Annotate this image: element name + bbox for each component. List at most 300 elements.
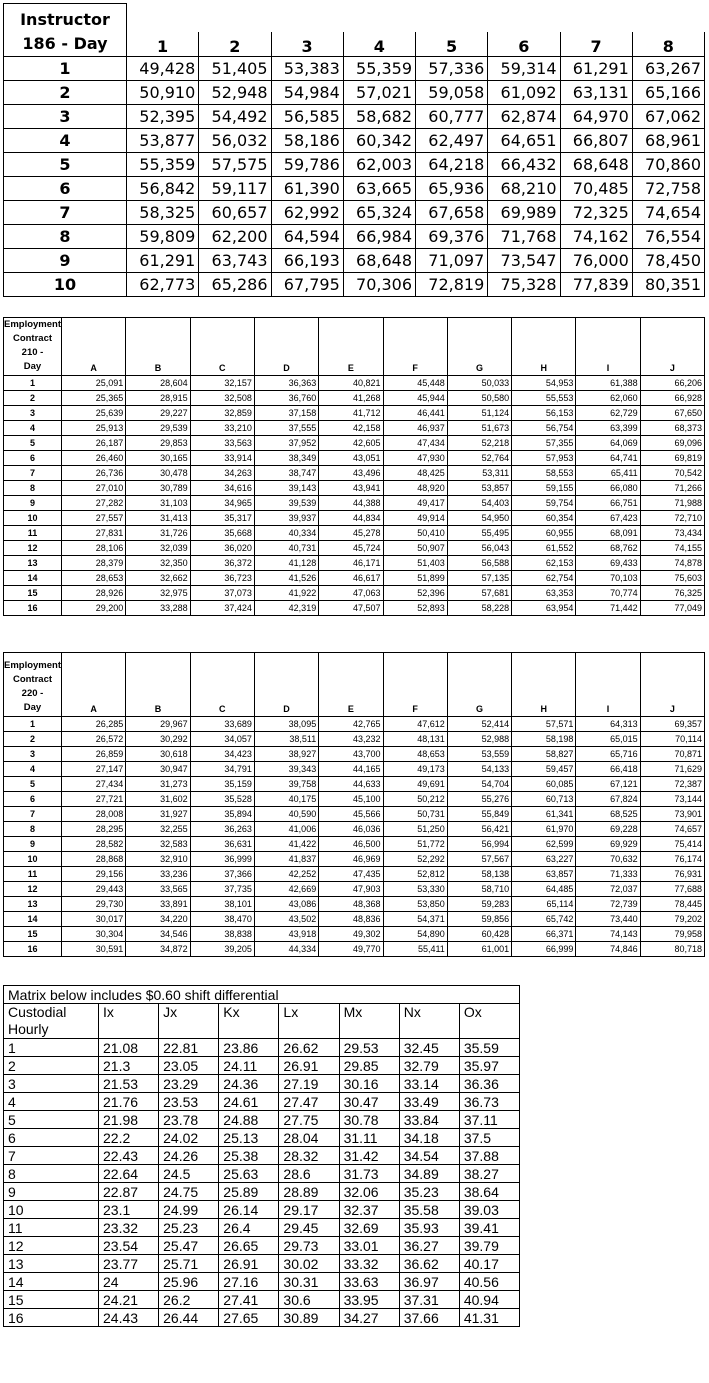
table-row	[4, 1093, 520, 1111]
salary-cell: 31,602	[126, 792, 190, 807]
salary-cell: 29,539	[126, 421, 190, 436]
row-step-label: 10	[4, 1201, 99, 1219]
contract-column-header: I	[576, 318, 640, 376]
salary-cell: 34,423	[190, 747, 254, 762]
instructor-column-header: 3	[271, 32, 343, 56]
contract-210-title-line3: Day	[23, 361, 42, 372]
hourly-rate-cell: 23.05	[159, 1057, 219, 1075]
table-row	[4, 481, 705, 496]
hourly-rate-cell: 27.41	[219, 1291, 279, 1309]
contract-column-header: D	[254, 653, 318, 717]
hourly-rate-cell: 24	[99, 1273, 159, 1291]
row-step-label: 5	[4, 777, 62, 792]
salary-cell: 61,552	[512, 541, 576, 556]
contract-column-header: H	[512, 318, 576, 376]
salary-cell: 58,325	[127, 201, 199, 225]
instructor-column-header: 4	[343, 32, 415, 56]
salary-cell: 41,268	[319, 391, 383, 406]
salary-cell: 73,144	[640, 792, 704, 807]
row-step-label: 10	[4, 852, 62, 867]
row-step-label: 13	[4, 897, 62, 912]
salary-cell: 53,850	[383, 897, 447, 912]
hourly-rate-cell: 30.16	[339, 1075, 399, 1093]
contract-column-header: C	[190, 653, 254, 717]
hourly-rate-cell: 33.14	[399, 1075, 459, 1093]
salary-cell: 80,718	[640, 942, 704, 957]
table-row	[4, 1129, 520, 1147]
salary-cell: 57,135	[447, 571, 511, 586]
salary-cell: 48,425	[383, 466, 447, 481]
hourly-rate-cell: 36.62	[399, 1255, 459, 1273]
salary-cell: 47,507	[319, 601, 383, 616]
salary-cell: 35,528	[190, 792, 254, 807]
salary-cell: 45,944	[383, 391, 447, 406]
salary-cell: 46,969	[319, 852, 383, 867]
hourly-rate-cell: 24.02	[159, 1129, 219, 1147]
salary-cell: 25,913	[62, 421, 126, 436]
hourly-rate-cell: 36.27	[399, 1237, 459, 1255]
salary-cell: 49,302	[319, 927, 383, 942]
salary-cell: 38,927	[254, 747, 318, 762]
instructor-column-header: 5	[416, 32, 488, 56]
salary-cell: 58,553	[512, 466, 576, 481]
hourly-rate-cell: 27.75	[279, 1111, 339, 1129]
row-step-label: 8	[4, 225, 127, 249]
salary-cell: 68,210	[488, 177, 560, 201]
salary-cell: 72,819	[416, 273, 488, 297]
hourly-rate-cell: 31.73	[339, 1165, 399, 1183]
instructor-salary-table	[3, 3, 705, 297]
instructor-table-title	[4, 4, 127, 57]
contract-column-header: E	[319, 318, 383, 376]
custodial-column-header: Kx	[219, 1004, 279, 1039]
salary-cell: 31,103	[126, 496, 190, 511]
salary-cell: 71,097	[416, 249, 488, 273]
salary-cell: 76,931	[640, 867, 704, 882]
salary-cell: 60,085	[512, 777, 576, 792]
salary-cell: 46,171	[319, 556, 383, 571]
hourly-rate-cell: 21.08	[99, 1039, 159, 1057]
contract-210-title-line2: Contract 210 -	[12, 333, 53, 358]
row-step-label: 5	[4, 436, 62, 451]
salary-cell: 40,590	[254, 807, 318, 822]
hourly-rate-cell: 34.18	[399, 1129, 459, 1147]
salary-cell: 70,306	[343, 273, 415, 297]
table-row	[4, 105, 705, 129]
salary-cell: 48,131	[383, 732, 447, 747]
table-row	[4, 601, 705, 616]
salary-cell: 30,304	[62, 927, 126, 942]
salary-cell: 50,731	[383, 807, 447, 822]
salary-cell: 51,899	[383, 571, 447, 586]
salary-cell: 62,992	[271, 201, 343, 225]
salary-cell: 46,036	[319, 822, 383, 837]
salary-cell: 72,037	[576, 882, 640, 897]
salary-cell: 52,218	[447, 436, 511, 451]
salary-cell: 65,015	[576, 732, 640, 747]
salary-cell: 43,051	[319, 451, 383, 466]
salary-cell: 78,450	[632, 249, 704, 273]
hourly-rate-cell: 37.11	[459, 1111, 519, 1129]
salary-cell: 27,831	[62, 526, 126, 541]
row-step-label: 15	[4, 586, 62, 601]
salary-cell: 28,653	[62, 571, 126, 586]
hourly-rate-cell: 36.97	[399, 1273, 459, 1291]
table-row	[4, 436, 705, 451]
contract-220-table-title	[4, 653, 62, 717]
salary-cell: 65,324	[343, 201, 415, 225]
row-step-label: 2	[4, 1057, 99, 1075]
hourly-rate-cell: 26.91	[279, 1057, 339, 1075]
salary-cell: 25,091	[62, 376, 126, 391]
salary-cell: 51,124	[447, 406, 511, 421]
salary-cell: 38,511	[254, 732, 318, 747]
salary-cell: 30,478	[126, 466, 190, 481]
hourly-rate-cell: 30.78	[339, 1111, 399, 1129]
hourly-rate-cell: 25.23	[159, 1219, 219, 1237]
hourly-rate-cell: 27.16	[219, 1273, 279, 1291]
table-row	[4, 762, 705, 777]
salary-cell: 40,334	[254, 526, 318, 541]
row-step-label: 6	[4, 1129, 99, 1147]
contract-210-table-title	[4, 318, 62, 376]
hourly-rate-cell: 26.2	[159, 1291, 219, 1309]
contract-column-header: G	[447, 653, 511, 717]
salary-cell: 28,008	[62, 807, 126, 822]
hourly-rate-cell: 34.54	[399, 1147, 459, 1165]
hourly-rate-cell: 24.61	[219, 1093, 279, 1111]
salary-cell: 35,159	[190, 777, 254, 792]
salary-cell: 26,460	[62, 451, 126, 466]
salary-cell: 61,341	[512, 807, 576, 822]
salary-cell: 36,263	[190, 822, 254, 837]
salary-cell: 39,143	[254, 481, 318, 496]
salary-cell: 44,633	[319, 777, 383, 792]
salary-cell: 59,457	[512, 762, 576, 777]
salary-cell: 25,639	[62, 406, 126, 421]
hourly-rate-cell: 32.79	[399, 1057, 459, 1075]
salary-cell: 39,758	[254, 777, 318, 792]
row-step-label: 7	[4, 466, 62, 481]
salary-cell: 55,359	[127, 153, 199, 177]
salary-cell: 62,497	[416, 129, 488, 153]
table-row	[4, 807, 705, 822]
salary-cell: 41,712	[319, 406, 383, 421]
hourly-rate-cell: 23.1	[99, 1201, 159, 1219]
salary-cell: 36,020	[190, 541, 254, 556]
contract-210-title-line1: Employment	[4, 319, 62, 330]
salary-cell: 69,819	[640, 451, 704, 466]
salary-cell: 53,877	[127, 129, 199, 153]
salary-cell: 60,657	[199, 201, 271, 225]
salary-cell: 56,585	[271, 105, 343, 129]
salary-cell: 74,155	[640, 541, 704, 556]
salary-cell: 70,103	[576, 571, 640, 586]
hourly-rate-cell: 40.17	[459, 1255, 519, 1273]
table-row	[4, 451, 705, 466]
contract-column-header: F	[383, 318, 447, 376]
salary-cell: 58,682	[343, 105, 415, 129]
table-row	[4, 1183, 520, 1201]
hourly-rate-cell: 23.32	[99, 1219, 159, 1237]
salary-cell: 59,058	[416, 81, 488, 105]
salary-cell: 72,325	[560, 201, 632, 225]
salary-cell: 66,999	[512, 942, 576, 957]
salary-cell: 27,147	[62, 762, 126, 777]
salary-cell: 43,086	[254, 897, 318, 912]
row-step-label: 12	[4, 541, 62, 556]
salary-cell: 36,999	[190, 852, 254, 867]
row-step-label: 1	[4, 1039, 99, 1057]
salary-cell: 60,777	[416, 105, 488, 129]
salary-cell: 41,526	[254, 571, 318, 586]
salary-cell: 26,285	[62, 717, 126, 732]
salary-cell: 65,166	[632, 81, 704, 105]
hourly-rate-cell: 28.32	[279, 1147, 339, 1165]
salary-cell: 59,754	[512, 496, 576, 511]
table-row	[4, 406, 705, 421]
salary-cell: 51,405	[199, 57, 271, 81]
salary-cell: 70,485	[560, 177, 632, 201]
table-row	[4, 496, 705, 511]
salary-cell: 49,691	[383, 777, 447, 792]
contract-column-header: J	[640, 653, 704, 717]
hourly-rate-cell: 22.81	[159, 1039, 219, 1057]
salary-cell: 56,588	[447, 556, 511, 571]
row-step-label: 13	[4, 556, 62, 571]
salary-cell: 51,673	[447, 421, 511, 436]
salary-cell: 33,891	[126, 897, 190, 912]
salary-cell: 70,542	[640, 466, 704, 481]
salary-cell: 36,723	[190, 571, 254, 586]
salary-cell: 62,200	[199, 225, 271, 249]
salary-cell: 31,726	[126, 526, 190, 541]
salary-cell: 53,559	[447, 747, 511, 762]
salary-cell: 38,101	[190, 897, 254, 912]
salary-cell: 76,554	[632, 225, 704, 249]
salary-cell: 69,096	[640, 436, 704, 451]
hourly-rate-cell: 29.17	[279, 1201, 339, 1219]
hourly-rate-cell: 24.11	[219, 1057, 279, 1075]
salary-cell: 41,837	[254, 852, 318, 867]
salary-cell: 74,878	[640, 556, 704, 571]
contract-column-header: F	[383, 653, 447, 717]
table-row	[4, 249, 705, 273]
hourly-rate-cell: 38.64	[459, 1183, 519, 1201]
hourly-rate-cell: 37.66	[399, 1309, 459, 1327]
hourly-rate-cell: 27.47	[279, 1093, 339, 1111]
table-row	[4, 586, 705, 601]
salary-cell: 62,754	[512, 571, 576, 586]
salary-cell: 70,774	[576, 586, 640, 601]
custodial-column-header: Mx	[339, 1004, 399, 1039]
instructor-column-header: 8	[632, 32, 704, 56]
table-row	[4, 867, 705, 882]
salary-cell: 58,228	[447, 601, 511, 616]
salary-cell: 34,546	[126, 927, 190, 942]
hourly-rate-cell: 39.03	[459, 1201, 519, 1219]
custodial-title-line2: Hourly	[8, 1021, 49, 1037]
row-step-label: 7	[4, 1147, 99, 1165]
salary-cell: 58,198	[512, 732, 576, 747]
table-row	[4, 201, 705, 225]
salary-cell: 27,010	[62, 481, 126, 496]
contract-220-salary-table	[3, 652, 705, 957]
row-step-label: 1	[4, 57, 127, 81]
salary-cell: 71,442	[576, 601, 640, 616]
hourly-rate-cell: 31.11	[339, 1129, 399, 1147]
salary-cell: 64,651	[488, 129, 560, 153]
hourly-rate-cell: 35.59	[459, 1039, 519, 1057]
salary-cell: 68,648	[560, 153, 632, 177]
salary-cell: 62,773	[127, 273, 199, 297]
row-step-label: 11	[4, 867, 62, 882]
salary-cell: 66,984	[343, 225, 415, 249]
salary-cell: 67,423	[576, 511, 640, 526]
salary-cell: 49,173	[383, 762, 447, 777]
salary-cell: 39,539	[254, 496, 318, 511]
salary-cell: 28,915	[126, 391, 190, 406]
salary-cell: 46,441	[383, 406, 447, 421]
salary-cell: 50,910	[127, 81, 199, 105]
salary-cell: 34,791	[190, 762, 254, 777]
contract-column-header: A	[62, 653, 126, 717]
salary-cell: 68,373	[640, 421, 704, 436]
salary-cell: 32,157	[190, 376, 254, 391]
row-step-label: 4	[4, 421, 62, 436]
salary-cell: 39,343	[254, 762, 318, 777]
shift-differential-note: Matrix below includes $0.60 shift differential	[4, 986, 520, 1004]
row-step-label: 2	[4, 732, 62, 747]
salary-cell: 54,403	[447, 496, 511, 511]
hourly-rate-cell: 21.76	[99, 1093, 159, 1111]
salary-cell: 68,762	[576, 541, 640, 556]
salary-cell: 66,928	[640, 391, 704, 406]
salary-cell: 43,918	[254, 927, 318, 942]
instructor-column-header: 7	[560, 32, 632, 56]
hourly-rate-cell: 24.88	[219, 1111, 279, 1129]
salary-cell: 65,742	[512, 912, 576, 927]
salary-cell: 37,424	[190, 601, 254, 616]
hourly-rate-cell: 33.84	[399, 1111, 459, 1129]
salary-cell: 61,092	[488, 81, 560, 105]
row-step-label: 9	[4, 837, 62, 852]
salary-cell: 30,947	[126, 762, 190, 777]
hourly-rate-cell: 25.38	[219, 1147, 279, 1165]
table-row	[4, 1147, 520, 1165]
salary-cell: 49,428	[127, 57, 199, 81]
salary-cell: 34,872	[126, 942, 190, 957]
salary-cell: 56,043	[447, 541, 511, 556]
salary-cell: 53,857	[447, 481, 511, 496]
hourly-rate-cell: 24.21	[99, 1291, 159, 1309]
hourly-rate-cell: 22.87	[99, 1183, 159, 1201]
row-step-label: 8	[4, 1165, 99, 1183]
table-row	[4, 1237, 520, 1255]
row-step-label: 16	[4, 942, 62, 957]
salary-cell: 72,387	[640, 777, 704, 792]
salary-cell: 63,267	[632, 57, 704, 81]
salary-cell: 26,572	[62, 732, 126, 747]
salary-cell: 66,418	[576, 762, 640, 777]
hourly-rate-cell: 32.37	[339, 1201, 399, 1219]
instructor-column-header: 6	[488, 32, 560, 56]
table-row	[4, 837, 705, 852]
salary-cell: 28,604	[126, 376, 190, 391]
hourly-rate-cell: 29.73	[279, 1237, 339, 1255]
salary-cell: 46,937	[383, 421, 447, 436]
salary-cell: 27,721	[62, 792, 126, 807]
salary-cell: 42,158	[319, 421, 383, 436]
hourly-rate-cell: 28.04	[279, 1129, 339, 1147]
salary-cell: 45,724	[319, 541, 383, 556]
salary-cell: 60,354	[512, 511, 576, 526]
table-row	[4, 571, 705, 586]
salary-cell: 65,936	[416, 177, 488, 201]
contract-column-header: I	[576, 653, 640, 717]
salary-cell: 34,965	[190, 496, 254, 511]
salary-cell: 68,961	[632, 129, 704, 153]
salary-cell: 49,770	[319, 942, 383, 957]
salary-cell: 30,165	[126, 451, 190, 466]
hourly-rate-cell: 30.6	[279, 1291, 339, 1309]
hourly-rate-cell: 35.93	[399, 1219, 459, 1237]
salary-cell: 40,731	[254, 541, 318, 556]
salary-cell: 27,282	[62, 496, 126, 511]
salary-cell: 38,470	[190, 912, 254, 927]
salary-cell: 29,156	[62, 867, 126, 882]
salary-cell: 66,080	[576, 481, 640, 496]
salary-cell: 72,739	[576, 897, 640, 912]
salary-cell: 41,006	[254, 822, 318, 837]
salary-cell: 30,789	[126, 481, 190, 496]
salary-cell: 63,353	[512, 586, 576, 601]
salary-cell: 63,131	[560, 81, 632, 105]
salary-cell: 79,202	[640, 912, 704, 927]
row-step-label: 7	[4, 201, 127, 225]
salary-cell: 54,953	[512, 376, 576, 391]
hourly-rate-cell: 37.31	[399, 1291, 459, 1309]
contract-220-title-line1: Employment	[4, 660, 62, 671]
table-row	[4, 882, 705, 897]
salary-cell: 26,859	[62, 747, 126, 762]
salary-cell: 47,903	[319, 882, 383, 897]
salary-cell: 55,495	[447, 526, 511, 541]
salary-cell: 28,295	[62, 822, 126, 837]
table-row	[4, 421, 705, 436]
hourly-rate-cell: 33.32	[339, 1255, 399, 1273]
row-step-label: 12	[4, 882, 62, 897]
salary-cell: 33,689	[190, 717, 254, 732]
salary-cell: 42,252	[254, 867, 318, 882]
salary-cell: 29,967	[126, 717, 190, 732]
salary-cell: 34,220	[126, 912, 190, 927]
table-row	[4, 466, 705, 481]
salary-cell: 51,250	[383, 822, 447, 837]
salary-cell: 69,376	[416, 225, 488, 249]
salary-cell: 27,434	[62, 777, 126, 792]
salary-cell: 49,914	[383, 511, 447, 526]
contract-column-header: D	[254, 318, 318, 376]
row-step-label: 5	[4, 1111, 99, 1129]
hourly-rate-cell: 36.73	[459, 1093, 519, 1111]
custodial-column-header: Lx	[279, 1004, 339, 1039]
salary-cell: 59,809	[127, 225, 199, 249]
salary-cell: 63,399	[576, 421, 640, 436]
salary-cell: 56,421	[447, 822, 511, 837]
salary-cell: 50,580	[447, 391, 511, 406]
contract-column-header: B	[126, 653, 190, 717]
